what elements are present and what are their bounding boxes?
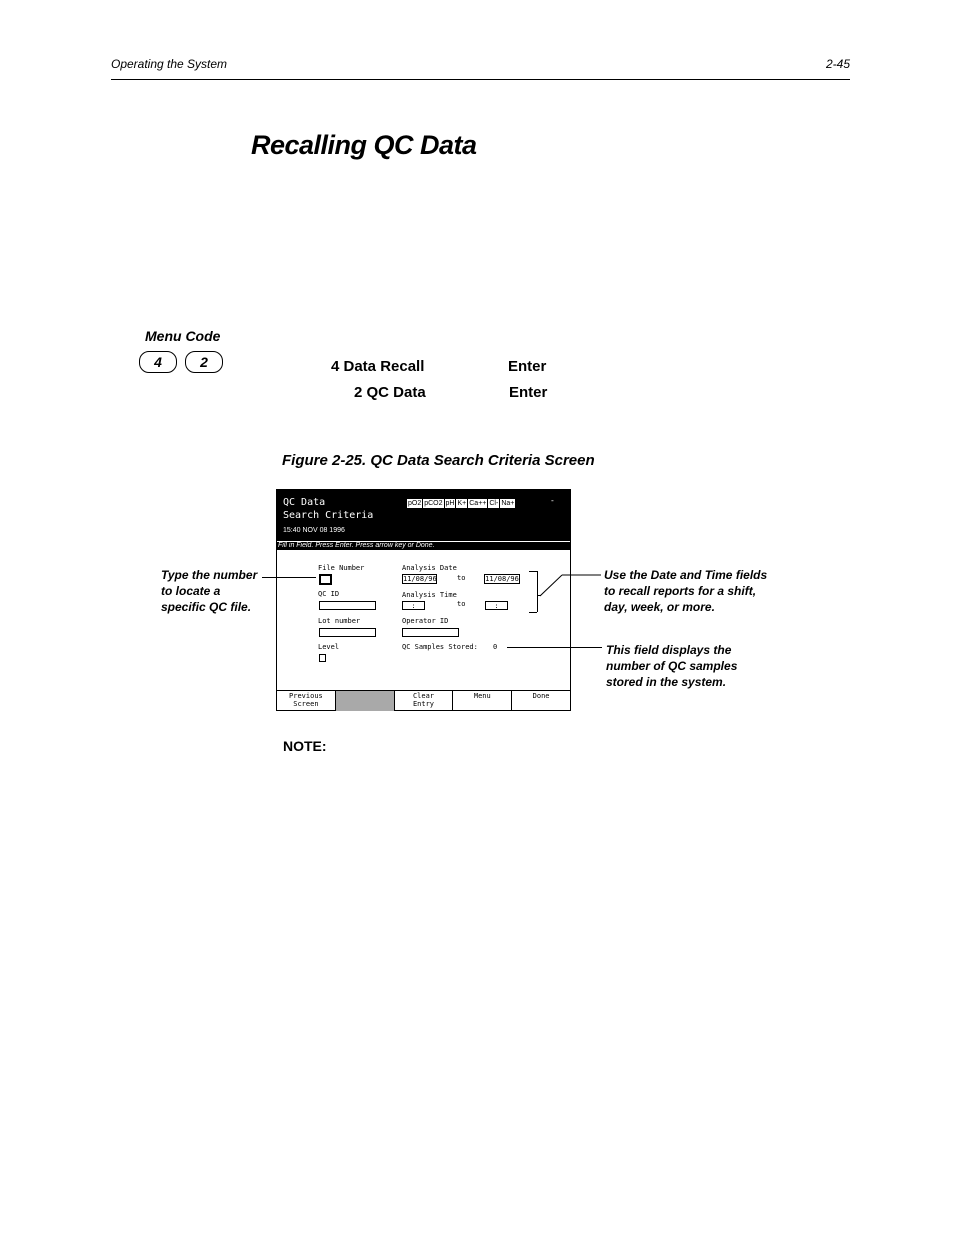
header-rule [111,79,850,80]
qc-id-label: QC ID [318,590,340,598]
callout-leader-date-time [540,574,602,598]
menu-key-4: 4 [139,351,177,373]
callout-leader-samples [507,647,602,648]
analyte-chip: Cl- [489,500,499,507]
softkey-previous-screen[interactable]: Previous Screen [277,691,336,711]
qc-samples-stored-label: QC Samples Stored: [402,643,478,651]
analyte-chip: Ca++ [469,500,487,507]
figure-caption: Figure 2-25. QC Data Search Criteria Screen [282,452,595,469]
file-number-field[interactable] [319,574,332,585]
softkey-blank[interactable] [336,691,395,711]
step-1-action: Enter [508,358,547,375]
analyte-chip: pCO2 [424,500,443,507]
analyte-chips [407,499,515,508]
qc-search-screen [276,489,571,711]
callout-leader-file-number [262,577,316,578]
step-1-item: 4 Data Recall [331,358,425,375]
level-field[interactable] [319,654,326,662]
step-2-item: 2 QC Data [354,384,426,401]
time-from-field[interactable]: : [402,601,425,610]
analyte-chip: Na+ [501,500,515,507]
analyte-chip: pH [445,500,455,507]
date-to-word: to [457,574,466,582]
menu-code-label: Menu Code [145,328,221,344]
menu-key-2: 2 [185,351,223,373]
screen-title-1: QC Data [283,497,326,508]
operator-id-field[interactable] [402,628,459,637]
softkey-row [277,690,570,711]
date-time-bracket-top [529,571,537,572]
level-label: Level [318,643,340,651]
callout-date-time: Use the Date and Time fields to recall reports for a shift, day, week, or more. [604,568,768,614]
date-to-field[interactable]: 11/08/96 [485,575,519,583]
screen-dash: - [550,496,555,505]
softkey-menu[interactable]: Menu [453,691,512,711]
analyte-chip: pO2 [408,500,422,507]
qc-samples-stored-value: 0 [493,643,498,651]
lot-number-label: Lot number [318,617,361,625]
date-from-field[interactable]: 11/08/96 [403,575,437,583]
callout-samples-stored: This field displays the number of QC samples stored in the system. [606,643,738,689]
step-2-action: Enter [509,384,548,401]
softkey-clear-entry[interactable]: Clear Entry [395,691,454,711]
operator-id-label: Operator ID [402,617,449,625]
lot-number-field[interactable] [319,628,376,637]
time-to-word: to [457,600,466,608]
page-title: Recalling QC Data [251,130,477,160]
date-time-bracket [537,571,538,612]
screen-title-2: Search Criteria [283,510,374,521]
time-to-field[interactable]: : [485,601,508,610]
analyte-chip: K+ [457,500,467,507]
screen-header [277,490,570,541]
softkey-done[interactable]: Done [532,692,550,700]
page-number: 2-45 [826,57,851,71]
screen-datetime: 15:40 NOV 08 1996 [283,527,345,534]
instruction-bar: Fill in Field. Press Enter. Press arrow key or Done. [277,542,570,550]
analysis-time-label: Analysis Time [402,591,457,599]
file-number-label: File Number [318,564,365,572]
note-label: NOTE: [283,738,327,754]
callout-file-number: Type the number to locate a specific QC file. [161,568,258,614]
date-time-bracket-bottom [529,612,537,613]
running-header-section: Operating the System [111,57,228,71]
analysis-date-label: Analysis Date [402,564,457,572]
qc-id-field[interactable] [319,601,376,610]
